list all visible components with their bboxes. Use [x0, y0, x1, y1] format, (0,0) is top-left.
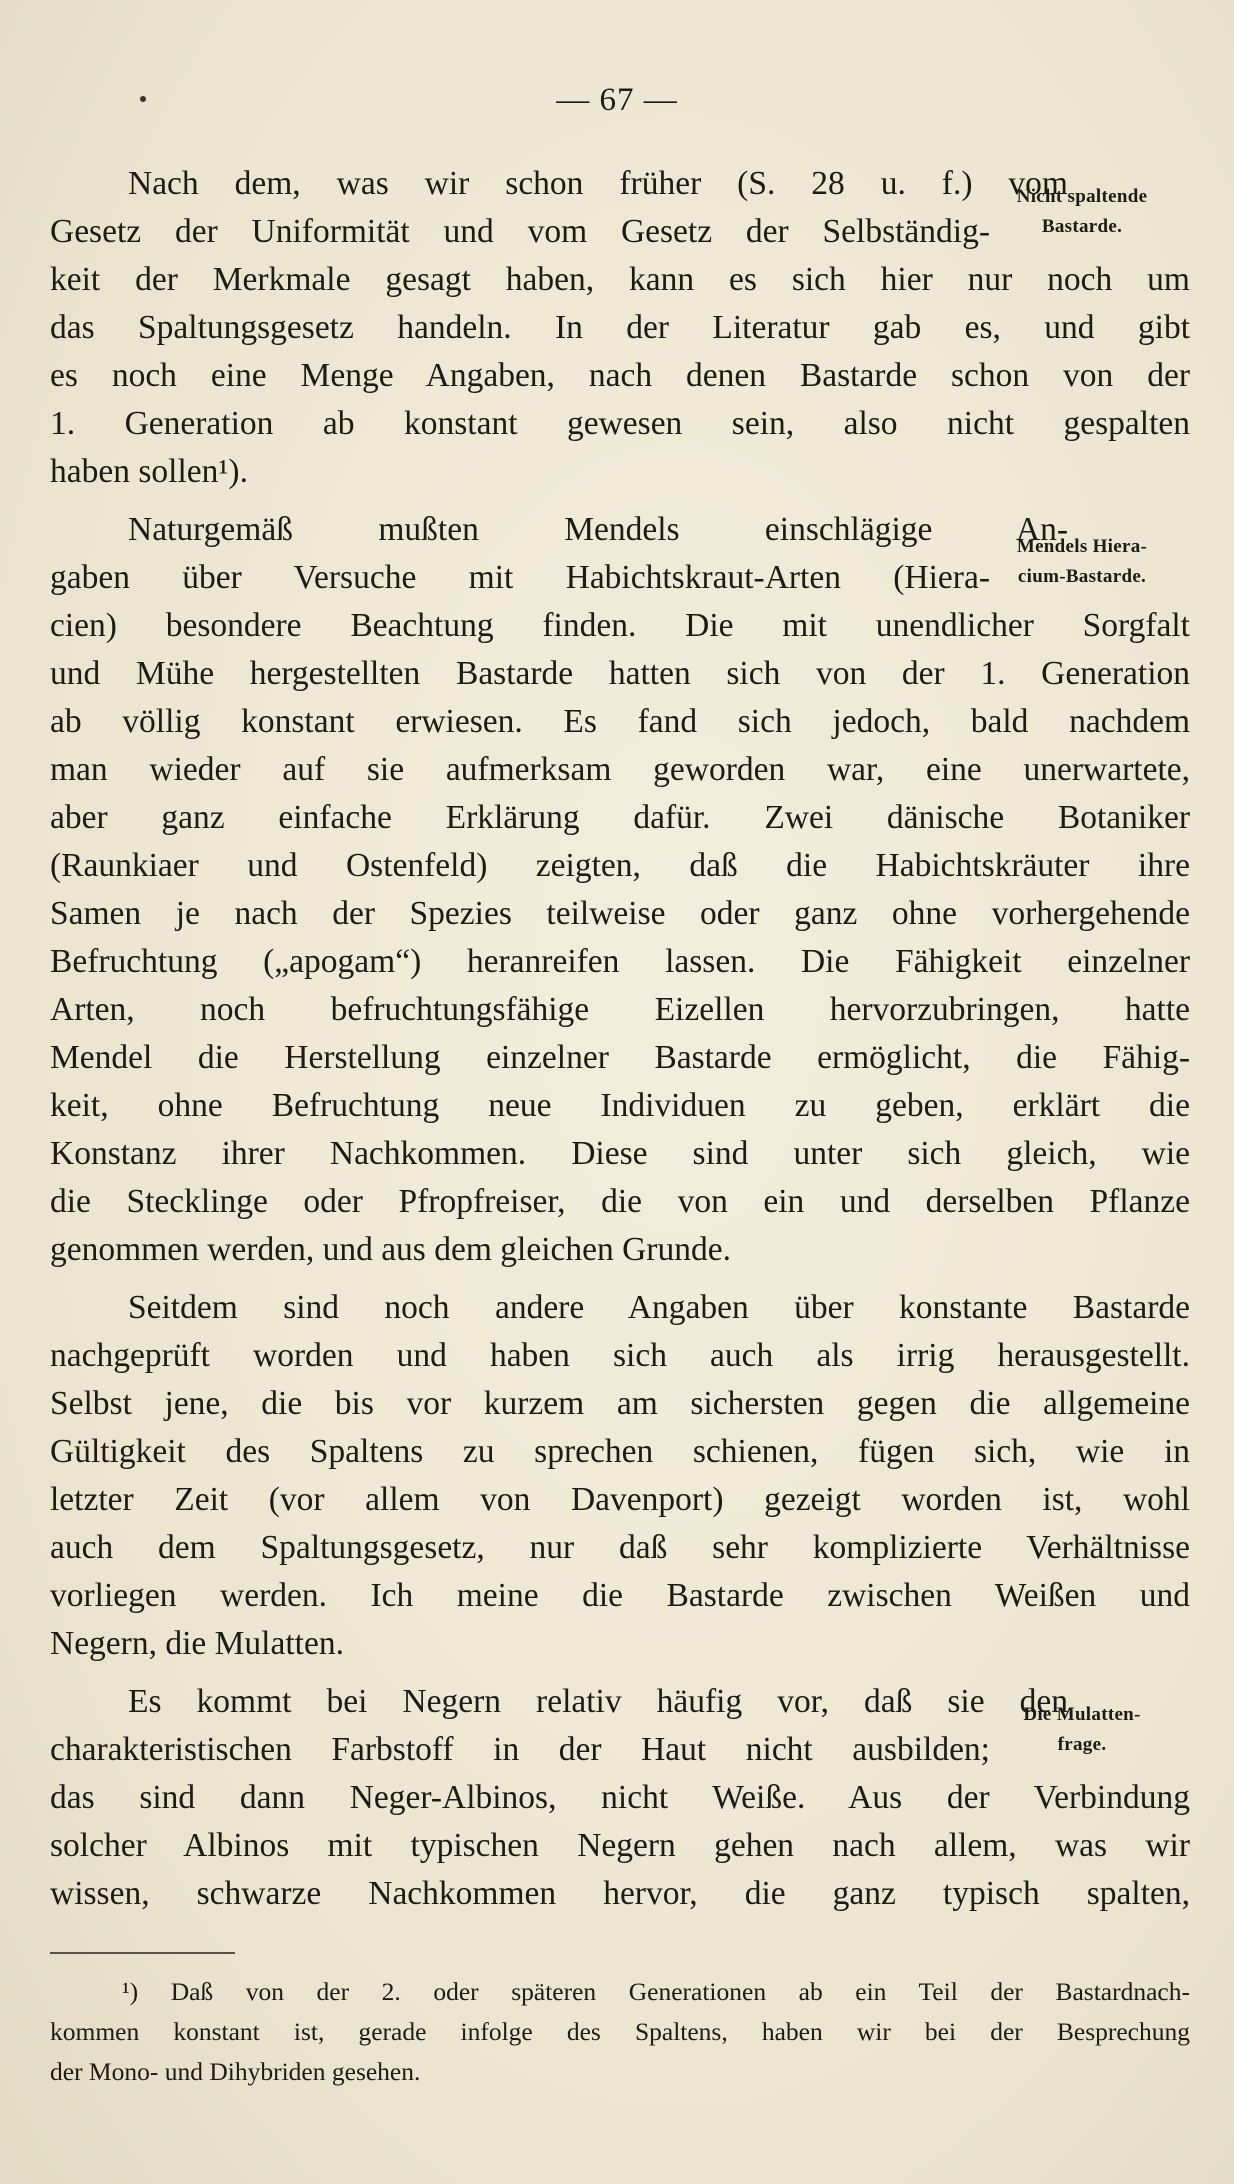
- footnote-line: ¹) Daß von der 2. oder späteren Generationen ab ein Teil der Bastardnach-: [122, 1977, 1190, 2006]
- text-line: Selbst jene, die bis vor kurzem am sichersten gegen die allgemeine: [50, 1385, 1190, 1422]
- text-line: vorliegen werden. Ich meine die Bastarde zwischen Weißen und: [50, 1577, 1190, 1614]
- text-line: man wieder auf sie aufmerksam geworden war, eine unerwartete,: [50, 751, 1190, 788]
- text-line: Negern, die Mulatten.: [50, 1625, 344, 1662]
- text-line: und Mühe hergestellten Bastarde hatten sich von der 1. Generation: [50, 655, 1190, 692]
- text-line: Gültigkeit des Spaltens zu sprechen schienen, fügen sich, wie in: [50, 1433, 1190, 1470]
- margin-note-line: Die Mulatten-: [1023, 1704, 1141, 1725]
- paragraph: [50, 160, 1190, 496]
- text-line: wissen, schwarze Nachkommen hervor, die ganz typisch spalten,: [50, 1875, 1190, 1912]
- footnote-line: der Mono- und Dihybriden gesehen.: [50, 2057, 421, 2086]
- footnote: [50, 1972, 1190, 2092]
- main-text: [50, 160, 1190, 1928]
- text-line: Arten, noch befruchtungsfähige Eizellen hervorzubringen, hatte: [50, 991, 1190, 1028]
- text-line: letzter Zeit (vor allem von Davenport) gezeigt worden ist, wohl: [50, 1481, 1190, 1518]
- text-line: solcher Albinos mit typischen Negern gehen nach allem, was wir: [50, 1827, 1190, 1864]
- text-line: haben sollen¹).: [50, 453, 248, 490]
- text-line: das Spaltungsgesetz handeln. In der Literatur gab es, und gibt: [50, 309, 1190, 346]
- text-line: Gesetz der Uniformität und vom Gesetz der Selbständig-: [50, 213, 990, 250]
- text-line: Es kommt bei Negern relativ häufig vor, daß sie den: [128, 1683, 1068, 1720]
- text-line: (Raunkiaer und Ostenfeld) zeigten, daß die Habichtskräuter ihre: [50, 847, 1190, 884]
- page-number: — 67 —: [556, 82, 678, 118]
- text-line: Konstanz ihrer Nachkommen. Diese sind unter sich gleich, wie: [50, 1135, 1190, 1172]
- text-line: gaben über Versuche mit Habichtskraut-Arten (Hiera-: [50, 559, 990, 596]
- paragraph: [50, 1284, 1190, 1668]
- text-line: nachgeprüft worden und haben sich auch als irrig herausgestellt.: [50, 1337, 1190, 1374]
- margin-note-line: cium-Bastarde.: [1017, 566, 1147, 587]
- text-line: es noch eine Menge Angaben, nach denen Bastarde schon von der: [50, 357, 1190, 394]
- footnote-line: kommen konstant ist, gerade infolge des Spaltens, haben wir bei der Besprechung: [50, 2017, 1190, 2046]
- text-line: auch dem Spaltungsgesetz, nur daß sehr komplizierte Verhältnisse: [50, 1529, 1190, 1566]
- text-line: das sind dann Neger-Albinos, nicht Weiße. Aus der Verbindung: [50, 1779, 1190, 1816]
- text-line: die Stecklinge oder Pfropfreiser, die von ein und derselben Pflanze: [50, 1183, 1190, 1220]
- margin-note-line: frage.: [1057, 1734, 1107, 1755]
- margin-note-line: Bastarde.: [1041, 216, 1123, 237]
- text-line: Mendel die Herstellung einzelner Bastarde ermöglicht, die Fähig-: [50, 1039, 1190, 1076]
- text-line: Samen je nach der Spezies teilweise oder ganz ohne vorhergehende: [50, 895, 1190, 932]
- text-line: Naturgemäß mußten Mendels einschlägige An-: [128, 511, 1068, 548]
- margin-note-line: Nicht spaltende: [1016, 186, 1148, 207]
- text-line: keit der Merkmale gesagt haben, kann es sich hier nur noch um: [50, 261, 1190, 298]
- margin-note-line: Mendels Hiera-: [1016, 536, 1148, 557]
- text-line: ab völlig konstant erwiesen. Es fand sich jedoch, bald nachdem: [50, 703, 1190, 740]
- text-line: Befruchtung („apogam“) heranreifen lassen. Die Fähigkeit einzelner: [50, 943, 1190, 980]
- text-line: aber ganz einfache Erklärung dafür. Zwei dänische Botaniker: [50, 799, 1190, 836]
- text-line: 1. Generation ab konstant gewesen sein, also nicht gespalten: [50, 405, 1190, 442]
- text-line: Seitdem sind noch andere Angaben über konstante Bastarde: [128, 1289, 1190, 1326]
- paragraph: [50, 1678, 1190, 1918]
- footnote-rule: [50, 1952, 235, 1954]
- paragraph: [50, 506, 1190, 1274]
- text-line: charakteristischen Farbstoff in der Haut nicht ausbilden;: [50, 1731, 990, 1768]
- text-line: genommen werden, und aus dem gleichen Grunde.: [50, 1231, 731, 1268]
- text-line: cien) besondere Beachtung finden. Die mit unendlicher Sorgfalt: [50, 607, 1190, 644]
- text-line: keit, ohne Befruchtung neue Individuen zu geben, erklärt die: [50, 1087, 1190, 1124]
- text-line: Nach dem, was wir schon früher (S. 28 u. f.) vom: [128, 165, 1068, 202]
